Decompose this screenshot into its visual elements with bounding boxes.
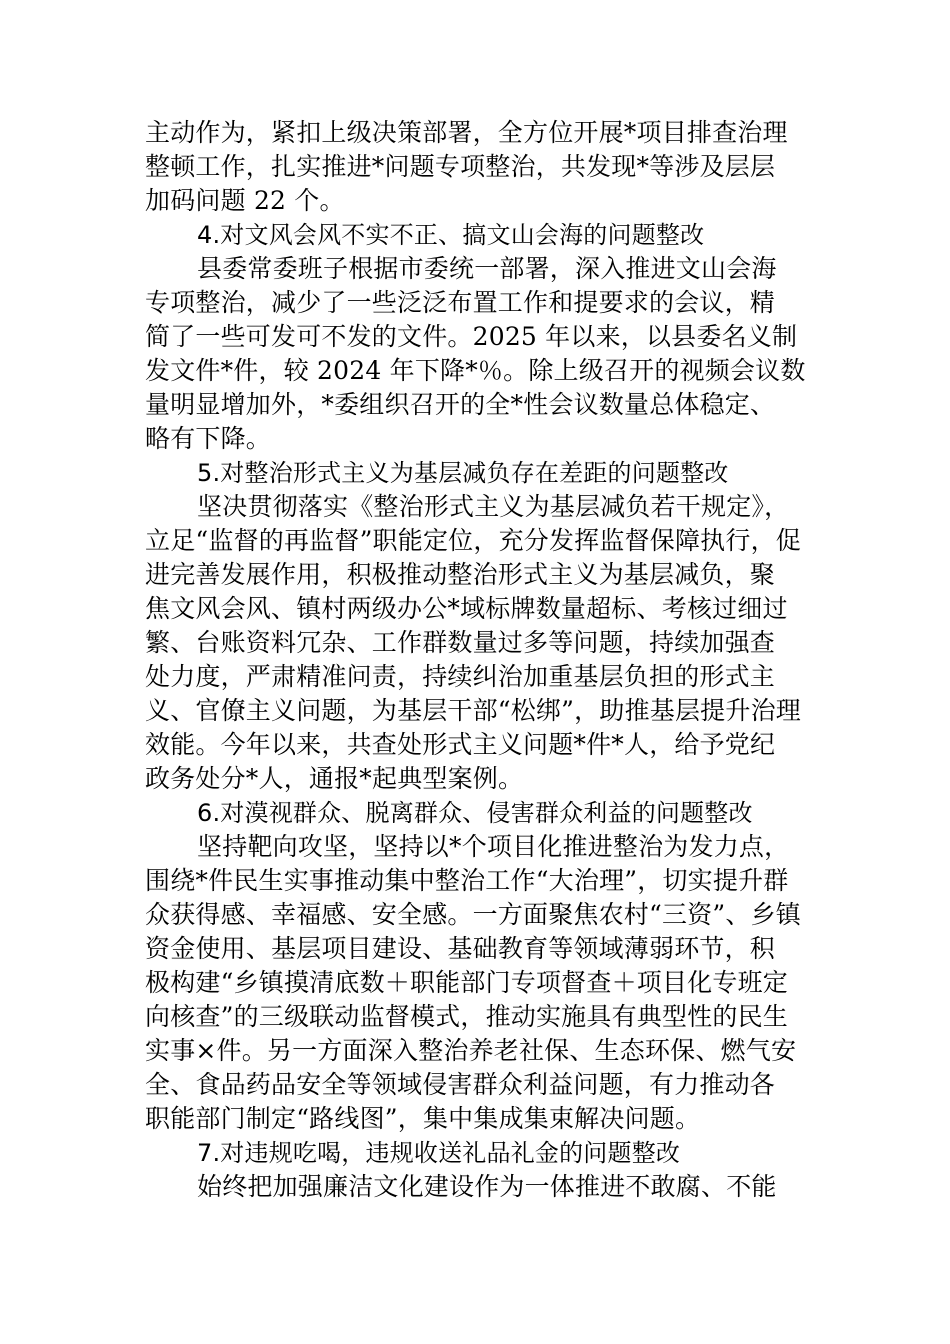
body-text-line: 进完善发展作用，积极推动整治形式主义为基层减负，聚 — [145, 560, 776, 589]
body-text-line: 全、食品药品安全等领域侵害群众利益问题，有力推动各 — [145, 1070, 776, 1099]
body-text-line: 简了一些可发可不发的文件。2025 年以来，以县委名义制 — [145, 322, 798, 351]
body-text-line: 政务处分*人，通报*起典型案例。 — [145, 764, 524, 793]
body-text-line: 围绕*件民生实事推动集中整治工作“大治理”，切实提升群 — [145, 866, 789, 895]
section-heading-5: 5.对整治形式主义为基层减负存在差距的问题整改 — [197, 459, 729, 487]
body-text-line: 焦文风会风、镇村两级办公*域标牌数量超标、考核过细过 — [145, 594, 788, 623]
document-body — [145, 116, 810, 1204]
body-text-line: 极构建“乡镇摸清底数＋职能部门专项督查＋项目化专班定 — [145, 968, 788, 997]
body-text-line: 主动作为，紧扣上级决策部署，全方位开展*项目排查治理 — [145, 118, 788, 147]
body-text-line: 立足“监督的再监督”职能定位，充分发挥监督保障执行，促 — [145, 526, 801, 555]
section-heading-7: 7.对违规吃喝，违规收送礼品礼金的问题整改 — [197, 1139, 681, 1167]
body-text-line: 加码问题 22 个。 — [145, 186, 345, 215]
body-text-line: 整顿工作，扎实推进*问题专项整治，共发现*等涉及层层 — [145, 152, 776, 181]
body-text-line: 发文件*件，较 2024 年下降*％。除上级召开的视频会议数 — [145, 356, 806, 385]
paragraph-start-line: 始终把加强廉洁文化建设作为一体推进不敢腐、不能 — [197, 1172, 777, 1201]
body-text-line: 向核查”的三级联动监督模式，推动实施具有典型性的民生 — [145, 1002, 788, 1031]
paragraph-start-line: 坚决贯彻落实《整治形式主义为基层减负若干规定》， — [197, 492, 790, 521]
section-heading-4: 4.对文风会风不实不正、搞文山会海的问题整改 — [197, 221, 705, 249]
body-text-line: 处力度，严肃精准问责，持续纠治加重基层负担的形式主 — [145, 662, 776, 691]
paragraph-start-line: 坚持靶向攻坚，坚持以*个项目化推进整治为发力点， — [197, 832, 790, 861]
body-text-line: 实事×件。另一方面深入整治养老社保、生态环保、燃气安 — [145, 1036, 797, 1065]
body-text-line: 职能部门制定“路线图”，集中集成集束解决问题。 — [145, 1104, 701, 1133]
body-text-line: 量明显增加外，*委组织召开的全*性会议数量总体稳定、 — [145, 390, 776, 419]
body-text-line: 略有下降。 — [145, 424, 272, 453]
body-text-line: 效能。今年以来，共查处形式主义问题*件*人，给予党纪 — [145, 730, 776, 759]
paragraph-start-line: 县委常委班子根据市委统一部署，深入推进文山会海 — [197, 254, 777, 283]
body-text-line: 专项整治，减少了一些泛泛布置工作和提要求的会议，精 — [145, 288, 776, 317]
body-text-line: 义、官僚主义问题，为基层干部“松绑”，助推基层提升治理 — [145, 696, 801, 725]
body-text-line: 繁、台账资料冗杂、工作群数量过多等问题，持续加强查 — [145, 628, 776, 657]
section-heading-6: 6.对漠视群众、脱离群众、侵害群众利益的问题整改 — [197, 799, 753, 827]
body-text-line: 众获得感、幸福感、安全感。一方面聚焦农村“三资”、乡镇 — [145, 900, 801, 929]
body-text-line: 资金使用、基层项目建设、基础教育等领域薄弱环节，积 — [145, 934, 776, 963]
